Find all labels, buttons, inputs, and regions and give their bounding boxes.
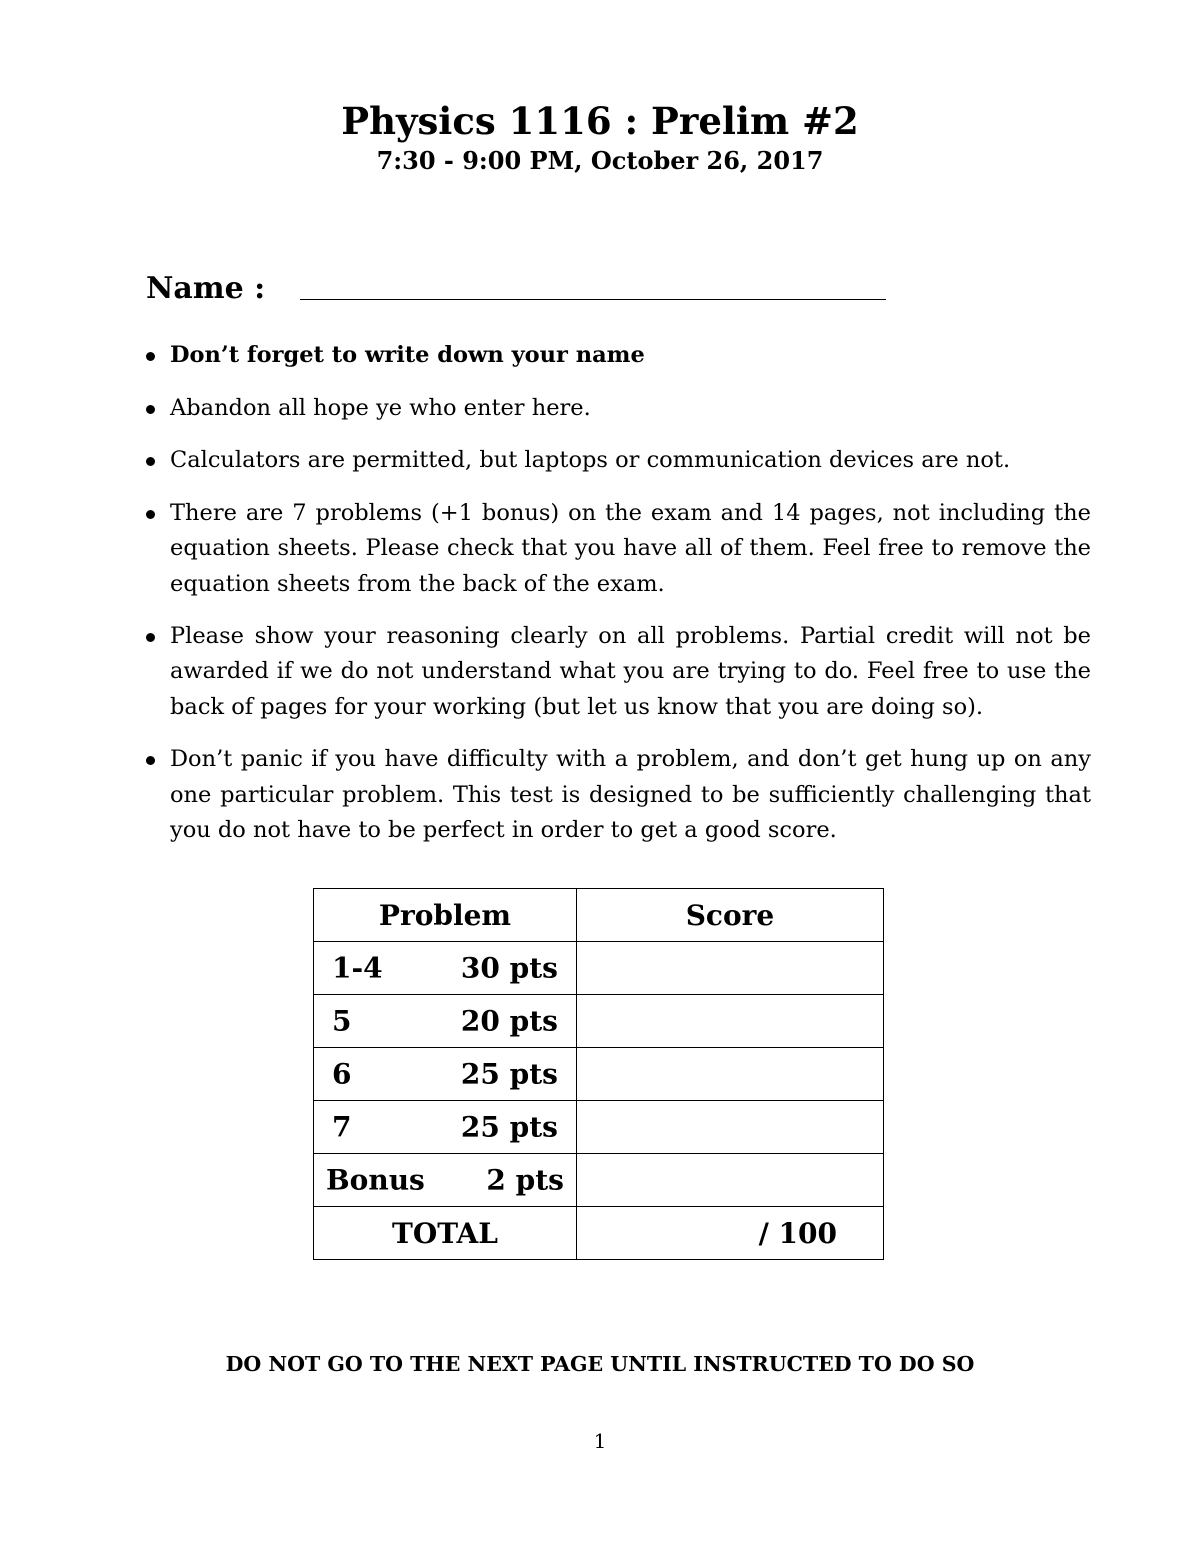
page-number: 1 [593, 1429, 607, 1453]
total-score: / 100 [576, 1207, 883, 1260]
instruction-text: Don’t panic if you have difficulty with a problem, and don’t get hung up on any one particular problem. This test is designed to be sufficiently challenging that you do not have to be perfect in order to get a good score. [170, 746, 1091, 843]
score-column-header: Score [576, 889, 883, 942]
score-cell [576, 1101, 883, 1154]
score-table [313, 888, 884, 1260]
problem-cell [314, 942, 577, 995]
total-label: TOTAL [314, 1207, 577, 1260]
problem-number: 5 [332, 1004, 352, 1038]
problem-cell [314, 1048, 577, 1101]
problem-number: 7 [332, 1110, 352, 1144]
name-label: Name : [146, 271, 266, 306]
instruction-text: Don’t forget to write down your name [170, 342, 645, 368]
table-row [314, 942, 884, 995]
instruction-item [146, 742, 1091, 848]
bullet-icon [146, 756, 155, 765]
problem-points: 30 pts [460, 951, 558, 985]
problem-points: 20 pts [460, 1004, 558, 1038]
instruction-item [146, 619, 1091, 725]
do-not-proceed-note: DO NOT GO TO THE NEXT PAGE UNTIL INSTRUCTED TO DO SO [225, 1352, 975, 1376]
instruction-item [146, 496, 1091, 602]
instruction-item [146, 443, 1091, 478]
problem-number: Bonus [326, 1163, 425, 1197]
bullet-icon [146, 457, 155, 466]
total-row [314, 1207, 884, 1260]
name-blank-line [300, 299, 886, 300]
table-row [314, 1101, 884, 1154]
problem-points: 25 pts [460, 1057, 558, 1091]
problem-number: 6 [332, 1057, 352, 1091]
bullet-icon [146, 352, 155, 361]
name-field [146, 270, 896, 310]
table-row [314, 1154, 884, 1207]
exam-time-date: 7:30 - 9:00 PM, October 26, 2017 [376, 146, 824, 175]
bullet-icon [146, 510, 155, 519]
table-row [314, 1048, 884, 1101]
instruction-item [146, 391, 1091, 426]
problem-cell [314, 1154, 577, 1207]
problem-number: 1-4 [332, 951, 383, 985]
instruction-text: Abandon all hope ye who enter here. [170, 394, 591, 421]
instruction-item [146, 338, 1091, 373]
exam-title: Physics 1116 : Prelim #2 [341, 99, 859, 143]
score-cell [576, 1048, 883, 1101]
score-cell [576, 942, 883, 995]
score-cell [576, 995, 883, 1048]
table-row [314, 995, 884, 1048]
table-header-row [314, 889, 884, 942]
instruction-text: Please show your reasoning clearly on all problems. Partial credit will not be awarded if we do not understand what you are trying to do. Feel free to use the back of pages for your working (but let us know that you are doing so). [170, 623, 1091, 720]
instructions-list [146, 338, 1091, 865]
bullet-icon [146, 633, 155, 642]
instruction-text: Calculators are permitted, but laptops or communication devices are not. [170, 447, 1011, 474]
problem-cell [314, 995, 577, 1048]
problem-points: 2 pts [486, 1163, 564, 1197]
problem-cell [314, 1101, 577, 1154]
problem-points: 25 pts [460, 1110, 558, 1144]
instruction-text: There are 7 problems (+1 bonus) on the exam and 14 pages, not including the equation sheets. Please check that you have all of them. Feel free to remove the equation sheets from the back of the exam. [170, 500, 1091, 597]
score-cell [576, 1154, 883, 1207]
bullet-icon [146, 405, 155, 414]
problem-column-header: Problem [314, 889, 577, 942]
